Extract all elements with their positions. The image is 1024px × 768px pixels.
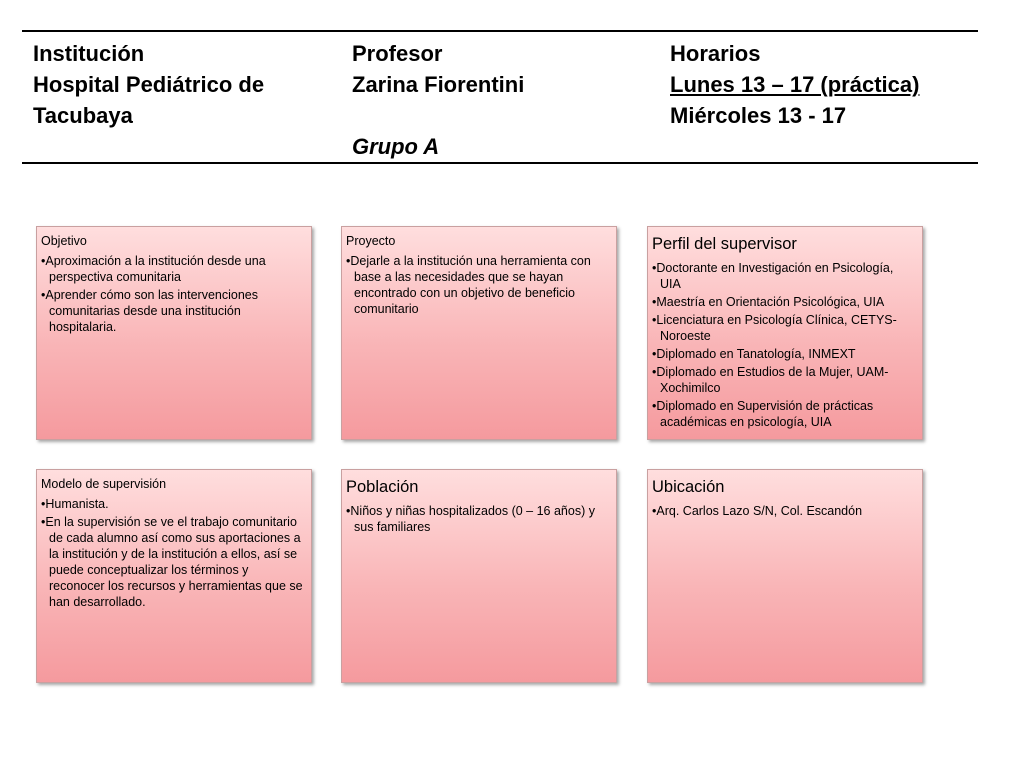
list-item: • Diplomado en Supervisión de prácticas académicas en psicología, UIA [652,398,916,430]
header-profesor [352,38,524,162]
institucion-line-2: Tacubaya [33,103,133,128]
profesor-name: Zarina Fiorentini [352,72,525,97]
horarios-title: Horarios [670,41,761,66]
card-title: Modelo de supervisión [41,477,167,491]
list-item: • Aproximación a la institución desde una perspectiva comunitaria [41,253,305,285]
horarios-line-2: Miércoles 13 - 17 [670,103,847,128]
header-top-rule [22,30,978,32]
list-item: • Dejarle a la institución una herramienta con base a las necesidades que se hayan encontrado con un objetivo de beneficio comunitario [346,253,610,317]
card-title: Población [346,478,419,496]
card-title: Proyecto [346,234,396,248]
card-list [41,253,305,335]
list-item: • Diplomado en Tanatología, INMEXT [652,346,916,362]
card-title: Ubicación [652,478,725,496]
list-item: • Aprender cómo son las intervenciones comunitarias desde una institución hospitalaria. [41,287,305,335]
profesor-group: Grupo A [352,134,440,159]
header-institucion [33,38,264,131]
horarios-line-1: Lunes 13 – 17 (práctica) [670,72,920,97]
profesor-title: Profesor [352,41,443,66]
institucion-line-1: Hospital Pediátrico de [33,72,265,97]
header-bottom-rule [22,162,978,164]
profesor-spacer [352,100,524,131]
card-list [652,260,916,430]
card-title: Perfil del supervisor [652,235,797,253]
card-ubicacion [647,469,923,683]
list-item: • Licenciatura en Psicología Clínica, CETYS-Noroeste [652,312,916,344]
card-modelo-supervision [36,469,312,683]
header-horarios [670,38,919,131]
list-item: • Niños y niñas hospitalizados (0 – 16 años) y sus familiares [346,503,610,535]
card-list [652,503,916,519]
institucion-title: Institución [33,41,145,66]
card-list [41,496,305,610]
card-list [346,503,610,535]
card-proyecto [341,226,617,440]
card-objetivo [36,226,312,440]
card-title: Objetivo [41,234,87,248]
list-item: • Maestría en Orientación Psicológica, UIA [652,294,916,310]
card-perfil-supervisor [647,226,923,440]
card-poblacion [341,469,617,683]
list-item: • Humanista. [41,496,305,512]
list-item: • Doctorante en Investigación en Psicología, UIA [652,260,916,292]
card-list [346,253,610,317]
list-item: • Diplomado en Estudios de la Mujer, UAM-Xochimilco [652,364,916,396]
list-item: • Arq. Carlos Lazo S/N, Col. Escandón [652,503,916,519]
list-item: • En la supervisión se ve el trabajo comunitario de cada alumno así como sus aportaciones a la institución y de la institución a ellos, así se puede conceptualizar los términos y reconocer los recursos y herramientas que se han desarrollado. [41,514,305,610]
